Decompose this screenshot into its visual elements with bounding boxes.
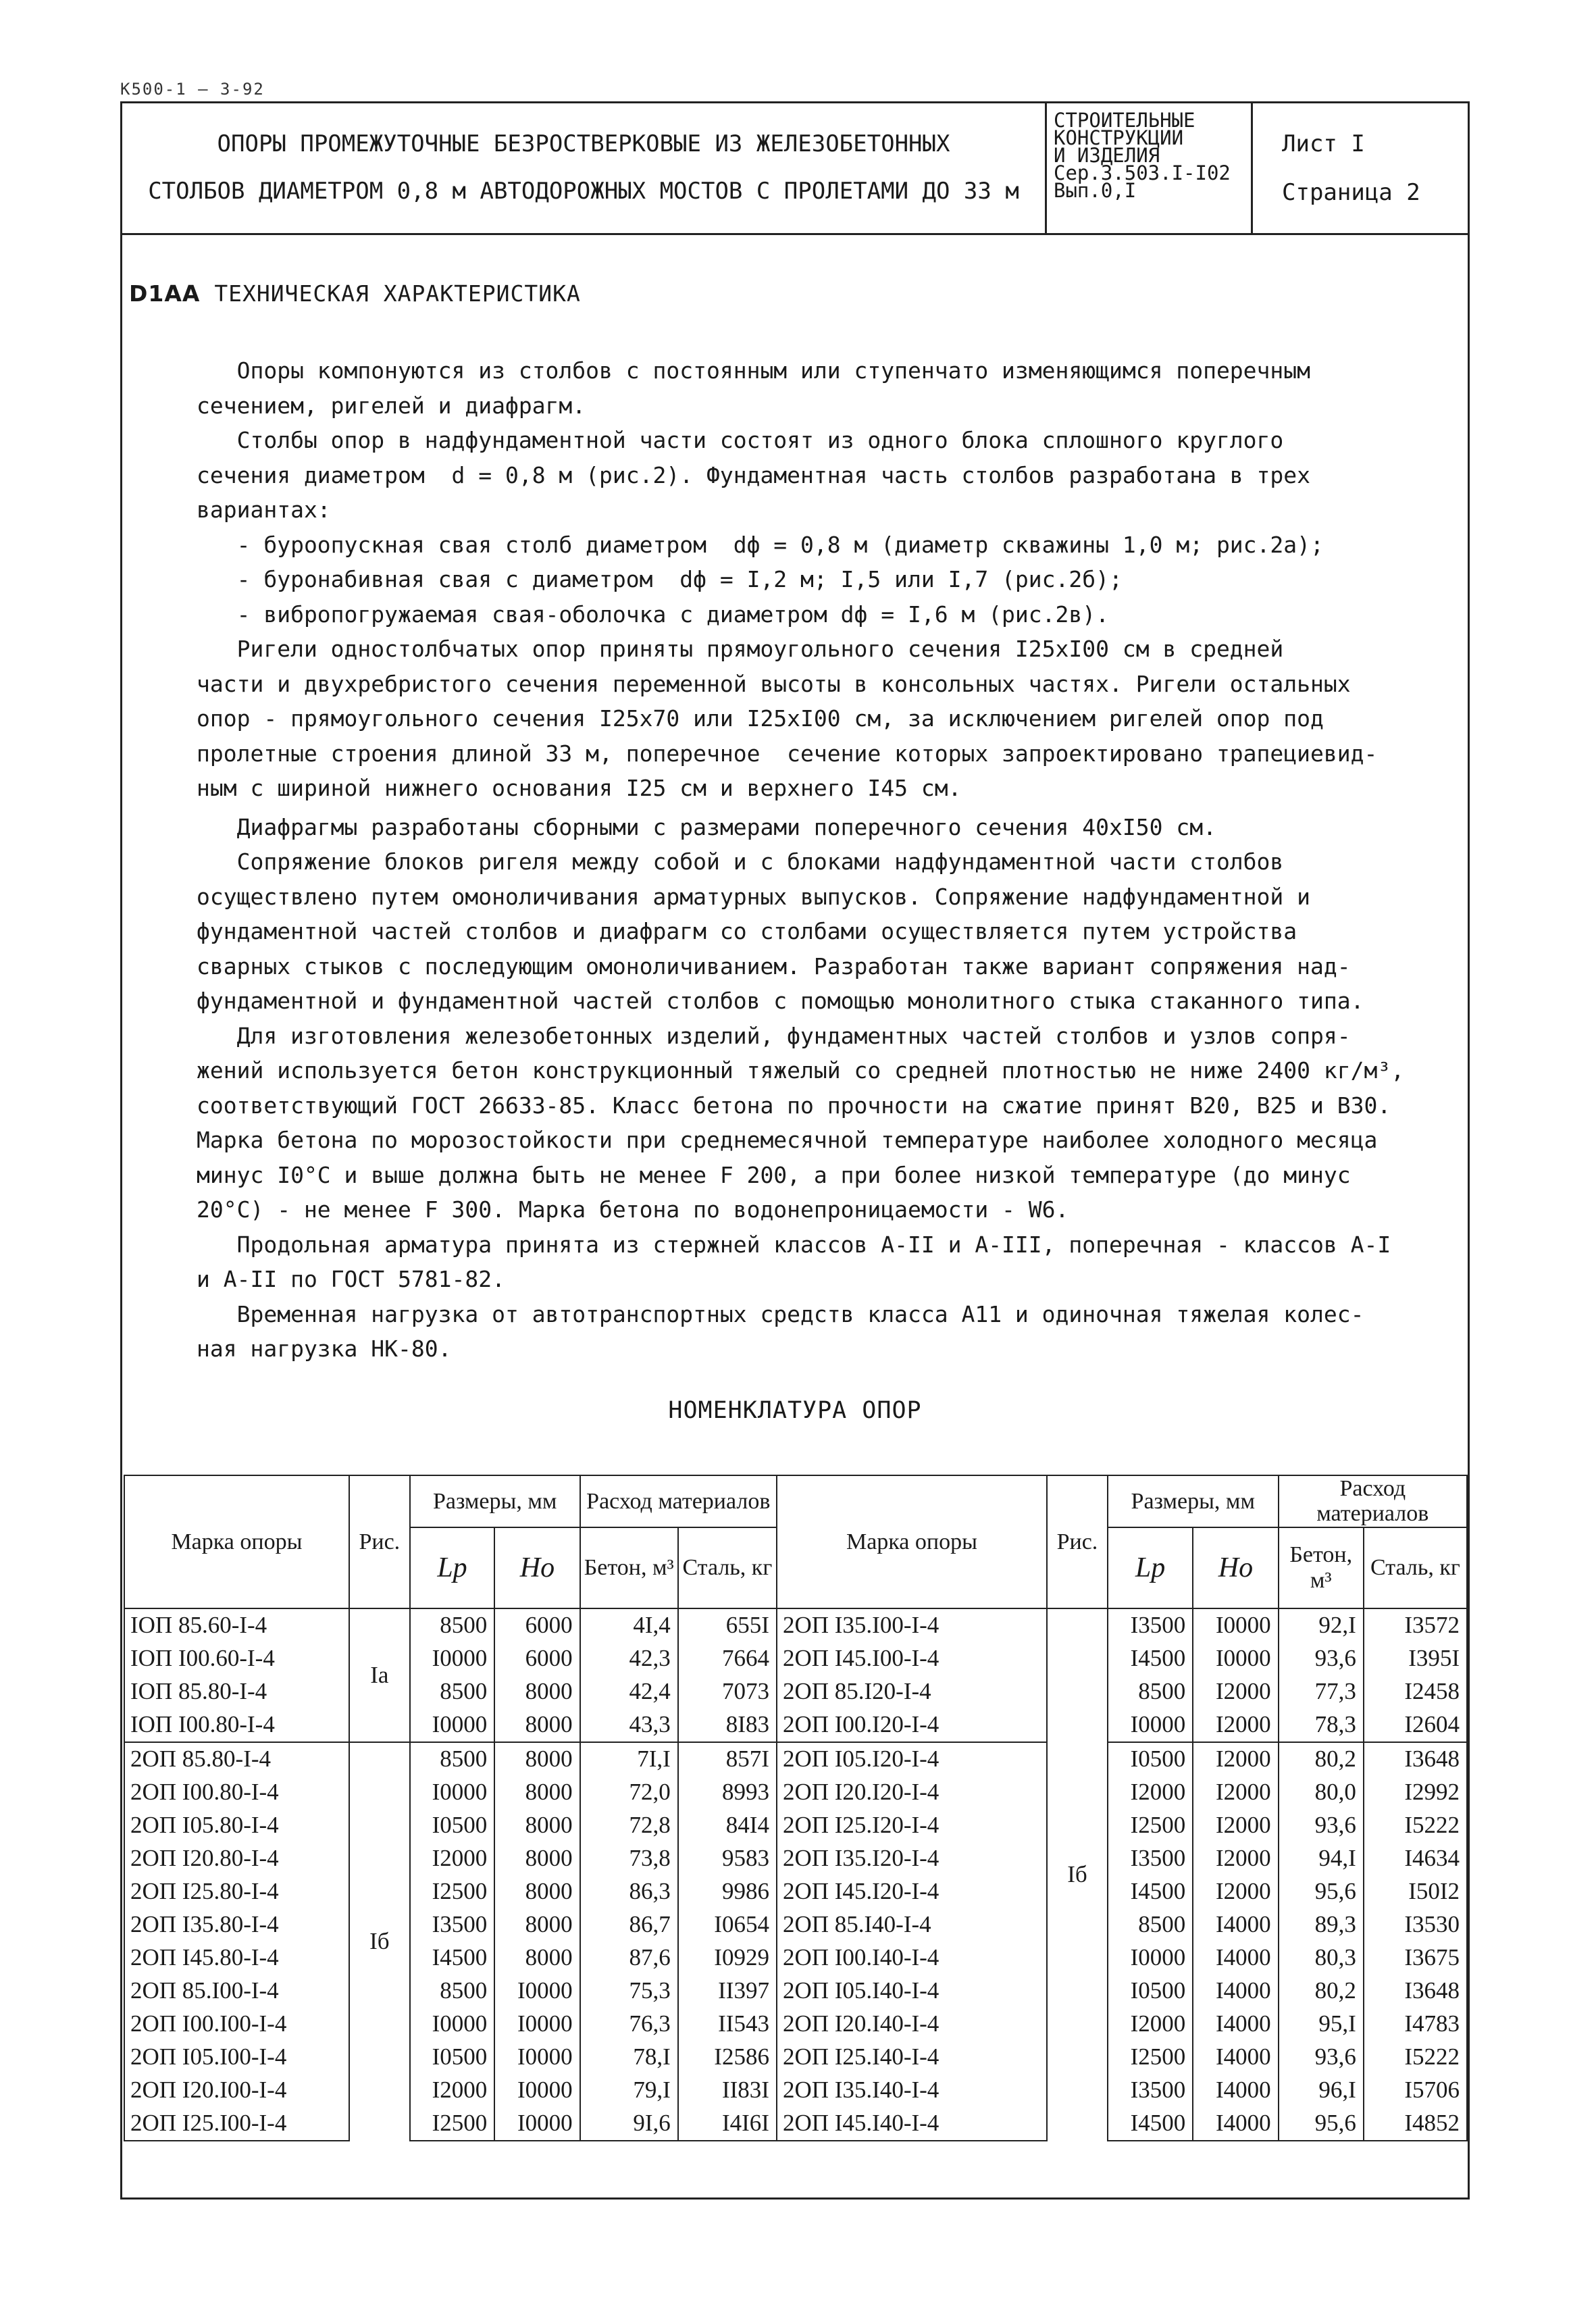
concrete-cell: 75,3 (580, 1975, 678, 2008)
mark-cell: 2ОП 85.I20-I-4 (777, 1675, 1047, 1708)
lp-cell: I0500 (410, 1809, 495, 1842)
body-line: Диафрагмы разработаны сборными с размерами поперечного сечения 40хI50 см. (197, 813, 1216, 840)
concrete-cell: 92,I (1279, 1608, 1364, 1642)
ho-cell: 6000 (494, 1642, 580, 1675)
ho-cell: I2000 (1193, 1842, 1278, 1875)
series-line: СТРОИТЕЛЬНЫЕ (1054, 109, 1195, 132)
mark-cell: 2ОП I00.I40-I-4 (777, 1941, 1047, 1975)
mark-cell: 2ОП I35.80-I-4 (124, 1908, 349, 1941)
lp-cell: I2000 (1108, 2008, 1193, 2041)
concrete-cell: 43,3 (580, 1708, 678, 1742)
steel-cell: I2458 (1364, 1675, 1467, 1708)
steel-cell: I2586 (678, 2041, 777, 2074)
ho-cell: I4000 (1193, 1908, 1278, 1941)
concrete-cell: 80,2 (1279, 1975, 1364, 2008)
header-mark: Марка опоры (124, 1475, 349, 1608)
steel-cell: 7073 (678, 1675, 777, 1708)
header-mark: Марка опоры (777, 1475, 1047, 1608)
lp-cell: I0500 (410, 2041, 495, 2074)
nomenclature-title: НОМЕНКЛАТУРА ОПОР (668, 1397, 922, 1424)
sheet-number: Лист I (1282, 130, 1365, 157)
document-code: К500-1 — 3-92 (120, 80, 265, 99)
mark-cell: 2ОП I25.I40-I-4 (777, 2041, 1047, 2074)
body-line: опор - прямоугольного сечения I25х70 или I25хI00 см, за исключением ригелей опор под (197, 705, 1324, 732)
concrete-cell: 72,8 (580, 1809, 678, 1842)
body-line: сечения диаметром d = 0,8 м (рис.2). Фундаментная часть столбов разработана в трех (197, 461, 1311, 488)
ho-cell: 8000 (494, 1675, 580, 1708)
concrete-cell: 95,6 (1279, 2107, 1364, 2141)
concrete-cell: 80,3 (1279, 1941, 1364, 1975)
body-line: минус I0°С и выше должна быть не менее F 200, а при более низкой температуре (до минус (197, 1161, 1351, 1188)
body-text (197, 353, 1466, 1367)
steel-cell: 857I (678, 1742, 777, 1776)
steel-cell: I0654 (678, 1908, 777, 1941)
table-row (124, 1809, 1467, 1842)
steel-cell: I4852 (1364, 2107, 1467, 2141)
series-line: КОНСТРУКЦИИ (1054, 126, 1184, 149)
steel-cell: I50I2 (1364, 1875, 1467, 1908)
lp-cell: I2500 (1108, 2041, 1193, 2074)
concrete-cell: 87,6 (580, 1941, 678, 1975)
mark-cell: IОП I00.80-I-4 (124, 1708, 349, 1742)
ho-cell: I0000 (1193, 1642, 1278, 1675)
concrete-cell: 93,6 (1279, 1642, 1364, 1675)
lp-cell: I0000 (1108, 1941, 1193, 1975)
ho-cell: 8000 (494, 1842, 580, 1875)
lp-cell: I2500 (1108, 1809, 1193, 1842)
ho-cell: I2000 (1193, 1675, 1278, 1708)
lp-cell: I0000 (410, 2008, 495, 2041)
steel-cell: I3572 (1364, 1608, 1467, 1642)
series-line: И ИЗДЕЛИЯ (1054, 144, 1160, 167)
issue-number: Вып.0,I (1054, 179, 1137, 202)
mark-cell: 2ОП I00.I20-I-4 (777, 1708, 1047, 1742)
table-row (124, 2008, 1467, 2041)
concrete-cell: 9I,6 (580, 2107, 678, 2141)
concrete-cell: 4I,4 (580, 1608, 678, 1642)
section-heading (129, 280, 581, 307)
lp-cell: I4500 (1108, 1875, 1193, 1908)
page-frame (120, 101, 1470, 2200)
header-ho: Hо (1193, 1527, 1278, 1608)
document-title (122, 103, 1047, 233)
lp-cell: I2000 (410, 2074, 495, 2107)
steel-cell: I2604 (1364, 1708, 1467, 1742)
body-line: фундаментной частей столбов и диафрагм со столбами осуществляется путем устройства (197, 918, 1297, 944)
ho-cell: I0000 (494, 2107, 580, 2141)
lp-cell: 8500 (1108, 1908, 1193, 1941)
steel-cell: 7664 (678, 1642, 777, 1675)
lp-cell: I2000 (410, 1842, 495, 1875)
mark-cell: 2ОП I35.I00-I-4 (777, 1608, 1047, 1642)
sheet-info (1255, 103, 1471, 233)
lp-cell: I0500 (1108, 1975, 1193, 2008)
header-concrete: Бетон, м³ (1279, 1527, 1364, 1608)
mark-cell: 2ОП I20.I40-I-4 (777, 2008, 1047, 2041)
body-line: - буронабивная свая с диаметром dф = I,2 м; I,5 или I,7 (рис.2б); (197, 566, 1123, 592)
ho-cell: I0000 (494, 2074, 580, 2107)
steel-cell: II543 (678, 2008, 777, 2041)
table-row (124, 1941, 1467, 1975)
concrete-cell: 96,I (1279, 2074, 1364, 2107)
concrete-cell: 89,3 (1279, 1908, 1364, 1941)
header-dims: Размеры, мм (410, 1475, 580, 1527)
mark-cell: 2ОП I35.I20-I-4 (777, 1842, 1047, 1875)
body-line: Опоры компонуются из столбов с постоянным или ступенчато изменяющимся поперечным (197, 357, 1311, 384)
mark-cell: 2ОП I00.I00-I-4 (124, 2008, 349, 2041)
mark-cell: 2ОП 85.I40-I-4 (777, 1908, 1047, 1941)
concrete-cell: 94,I (1279, 1842, 1364, 1875)
body-line: Сопряжение блоков ригеля между собой и с блоками надфундаментной части столбов (197, 848, 1284, 875)
body-line: жений используется бетон конструкционный тяжелый со средней плотностью не ниже 2400 кг/м³, (197, 1057, 1405, 1084)
steel-cell: I3530 (1364, 1908, 1467, 1941)
ho-cell: 6000 (494, 1608, 580, 1642)
table-row (124, 1908, 1467, 1941)
mark-cell: 2ОП 85.I00-I-4 (124, 1975, 349, 2008)
page-number: Страница 2 (1282, 179, 1420, 206)
body-line: Марка бетона по морозостойкости при среднемесячной температуре наиболее холодного месяца (197, 1127, 1378, 1153)
body-line: осуществлено путем омоноличивания арматурных выпусков. Сопряжение надфундаментной и (197, 883, 1311, 910)
concrete-cell: 93,6 (1279, 1809, 1364, 1842)
header-fig: Рис. (349, 1475, 410, 1608)
lp-cell: I3500 (410, 1908, 495, 1941)
lp-cell: 8500 (410, 1742, 495, 1776)
section-code: D1AA (129, 280, 201, 307)
ho-cell: 8000 (494, 1809, 580, 1842)
ho-cell: 8000 (494, 1908, 580, 1941)
lp-cell: I2500 (410, 1875, 495, 1908)
mark-cell: 2ОП I25.I20-I-4 (777, 1809, 1047, 1842)
ho-cell: I2000 (1193, 1875, 1278, 1908)
mark-cell: IОП 85.60-I-4 (124, 1608, 349, 1642)
steel-cell: 84I4 (678, 1809, 777, 1842)
lp-cell: I4500 (410, 1941, 495, 1975)
ho-cell: 8000 (494, 1742, 580, 1776)
steel-cell: I2992 (1364, 1776, 1467, 1809)
concrete-cell: 42,3 (580, 1642, 678, 1675)
lp-cell: I3500 (1108, 1842, 1193, 1875)
lp-cell: 8500 (410, 1975, 495, 2008)
title-block (122, 103, 1468, 235)
figure-cell: Iб (349, 1742, 410, 2141)
steel-cell: 8I83 (678, 1708, 777, 1742)
ho-cell: I4000 (1193, 1941, 1278, 1975)
header-dims: Размеры, мм (1108, 1475, 1279, 1527)
concrete-cell: 80,0 (1279, 1776, 1364, 1809)
ho-cell: I2000 (1193, 1742, 1278, 1776)
header-lp: Lр (1108, 1527, 1193, 1608)
concrete-cell: 78,I (580, 2041, 678, 2074)
table-row (124, 1708, 1467, 1742)
ho-cell: I2000 (1193, 1776, 1278, 1809)
body-line: фундаментной и фундаментной частей столбов с помощью монолитного стыка стаканного типа. (197, 988, 1364, 1014)
mark-cell: 2ОП I20.80-I-4 (124, 1842, 349, 1875)
mark-cell: 2ОП I05.I20-I-4 (777, 1742, 1047, 1776)
concrete-cell: 42,4 (580, 1675, 678, 1708)
body-line: соответствующий ГОСТ 26633-85. Класс бетона по прочности на сжатие принят В20, В25 и В30. (197, 1092, 1391, 1119)
lp-cell: I4500 (1108, 2107, 1193, 2141)
body-line: и А-II по ГОСТ 5781-82. (197, 1266, 505, 1292)
mark-cell: 2ОП I35.I40-I-4 (777, 2074, 1047, 2107)
concrete-cell: 78,3 (1279, 1708, 1364, 1742)
steel-cell: I4I6I (678, 2107, 777, 2141)
concrete-cell: 79,I (580, 2074, 678, 2107)
ho-cell: 8000 (494, 1708, 580, 1742)
ho-cell: I4000 (1193, 2041, 1278, 2074)
header-steel: Сталь, кг (678, 1527, 777, 1608)
body-line: Ригели одностолбчатых опор приняты прямоугольного сечения I25хI00 см в средней (197, 636, 1284, 662)
header-concrete: Бетон, м³ (580, 1527, 678, 1608)
body-line: Столбы опор в надфундаментной части состоят из одного блока сплошного круглого (197, 427, 1284, 453)
steel-cell: 655I (678, 1608, 777, 1642)
mark-cell: 2ОП 85.80-I-4 (124, 1742, 349, 1776)
steel-cell: I4783 (1364, 2008, 1467, 2041)
header-ho: Hо (494, 1527, 580, 1608)
header-lp: Lр (410, 1527, 495, 1608)
mark-cell: 2ОП I45.I00-I-4 (777, 1642, 1047, 1675)
mark-cell: IОП 85.80-I-4 (124, 1675, 349, 1708)
body-line: ным с шириной нижнего основания I25 см и верхнего I45 см. (197, 775, 962, 801)
figure-cell: Iа (349, 1608, 410, 1742)
steel-cell: I4634 (1364, 1842, 1467, 1875)
ho-cell: 8000 (494, 1776, 580, 1809)
mark-cell: 2ОП I20.I00-I-4 (124, 2074, 349, 2107)
concrete-cell: 72,0 (580, 1776, 678, 1809)
table-body (124, 1608, 1467, 2141)
steel-cell: 8993 (678, 1776, 777, 1809)
concrete-cell: 7I,I (580, 1742, 678, 1776)
lp-cell: 8500 (410, 1675, 495, 1708)
ho-cell: I2000 (1193, 1708, 1278, 1742)
table-row (124, 1742, 1467, 1776)
lp-cell: I2500 (410, 2107, 495, 2141)
figure-cell: Iб (1047, 1608, 1108, 2141)
mark-cell: IОП I00.60-I-4 (124, 1642, 349, 1675)
mark-cell: 2ОП I45.I40-I-4 (777, 2107, 1047, 2141)
lp-cell: 8500 (410, 1608, 495, 1642)
table-row (124, 1975, 1467, 2008)
steel-cell: II83I (678, 2074, 777, 2107)
lp-cell: I0500 (1108, 1742, 1193, 1776)
header-consumption: Расход материалов (1279, 1475, 1467, 1527)
title-line-2: СТОЛБОВ ДИАМЕТРОМ 0,8 м АВТОДОРОЖНЫХ МОСТОВ С ПРОЛЕТАМИ ДО 33 м (148, 178, 1019, 205)
steel-cell: I5222 (1364, 2041, 1467, 2074)
lp-cell: I2000 (1108, 1776, 1193, 1809)
mark-cell: 2ОП I45.I20-I-4 (777, 1875, 1047, 1908)
body-line: сварных стыков с последующим омоноличиванием. Разработан также вариант сопряжения над- (197, 952, 1351, 980)
section-title: ТЕХНИЧЕСКАЯ ХАРАКТЕРИСТИКА (214, 280, 581, 307)
table-row (124, 2107, 1467, 2141)
concrete-cell: 73,8 (580, 1842, 678, 1875)
table-row (124, 1776, 1467, 1809)
steel-cell: I3675 (1364, 1941, 1467, 1975)
lp-cell: I4500 (1108, 1642, 1193, 1675)
ho-cell: I4000 (1193, 2074, 1278, 2107)
lp-cell: I0000 (410, 1708, 495, 1742)
mark-cell: 2ОП I45.80-I-4 (124, 1941, 349, 1975)
ho-cell: I0000 (1193, 1608, 1278, 1642)
table-row (124, 1675, 1467, 1708)
mark-cell: 2ОП I25.I00-I-4 (124, 2107, 349, 2141)
steel-cell: II397 (678, 1975, 777, 2008)
steel-cell: 9986 (678, 1875, 777, 1908)
steel-cell: I3648 (1364, 1975, 1467, 2008)
header-steel: Сталь, кг (1364, 1527, 1467, 1608)
lp-cell: I0000 (1108, 1708, 1193, 1742)
table-row (124, 2074, 1467, 2107)
steel-cell: 9583 (678, 1842, 777, 1875)
ho-cell: I4000 (1193, 2107, 1278, 2141)
concrete-cell: 95,6 (1279, 1875, 1364, 1908)
concrete-cell: 95,I (1279, 2008, 1364, 2041)
table-row (124, 2041, 1467, 2074)
lp-cell: I3500 (1108, 1608, 1193, 1642)
lp-cell: I3500 (1108, 2074, 1193, 2107)
body-line: 20°С) - не менее F 300. Марка бетона по водонепроницаемости - W6. (197, 1196, 1069, 1223)
concrete-cell: 86,3 (580, 1875, 678, 1908)
body-line: Для изготовления железобетонных изделий, фундаментных частей столбов и узлов сопря- (197, 1022, 1351, 1049)
title-line-1: ОПОРЫ ПРОМЕЖУТОЧНЫЕ БЕЗРОСТВЕРКОВЫЕ ИЗ ЖЕЛЕЗОБЕТОННЫХ (217, 130, 950, 157)
mark-cell: 2ОП I05.I40-I-4 (777, 1975, 1047, 2008)
table-row (124, 1642, 1467, 1675)
steel-cell: I3648 (1364, 1742, 1467, 1776)
ho-cell: I4000 (1193, 1975, 1278, 2008)
body-line: части и двухребристого сечения переменной высоты в консольных частях. Ригели остальных (197, 670, 1351, 697)
header-consumption: Расход материалов (580, 1475, 777, 1527)
body-line: Временная нагрузка от автотранспортных средств класса А11 и одиночная тяжелая колес- (197, 1300, 1364, 1327)
lp-cell: 8500 (1108, 1675, 1193, 1708)
body-line: Продольная арматура принята из стержней классов А-II и А-III, поперечная - классов А-I (197, 1231, 1391, 1258)
series-number: Сер.3.503.I-I02 (1054, 161, 1231, 184)
lp-cell: I0000 (410, 1776, 495, 1809)
ho-cell: I2000 (1193, 1809, 1278, 1842)
header-fig: Рис. (1047, 1475, 1108, 1608)
ho-cell: I0000 (494, 2041, 580, 2074)
concrete-cell: 77,3 (1279, 1675, 1364, 1708)
table-row (124, 1842, 1467, 1875)
mark-cell: 2ОП I05.I00-I-4 (124, 2041, 349, 2074)
body-line: пролетные строения длиной 33 м, поперечное сечение которых запроектировано трапециевид- (197, 740, 1378, 767)
concrete-cell: 76,3 (580, 2008, 678, 2041)
concrete-cell: 86,7 (580, 1908, 678, 1941)
concrete-cell: 93,6 (1279, 2041, 1364, 2074)
mark-cell: 2ОП I05.80-I-4 (124, 1809, 349, 1842)
steel-cell: I5222 (1364, 1809, 1467, 1842)
table-row (124, 1875, 1467, 1908)
ho-cell: 8000 (494, 1941, 580, 1975)
lp-cell: I0000 (410, 1642, 495, 1675)
ho-cell: I0000 (494, 2008, 580, 2041)
body-line: ная нагрузка НК-80. (197, 1336, 452, 1362)
body-line: вариантах: (197, 497, 331, 523)
ho-cell: I4000 (1193, 2008, 1278, 2041)
mark-cell: 2ОП I25.80-I-4 (124, 1875, 349, 1908)
body-line: сечением, ригелей и диафрагм. (197, 392, 586, 419)
ho-cell: 8000 (494, 1875, 580, 1908)
mark-cell: 2ОП I20.I20-I-4 (777, 1776, 1047, 1809)
steel-cell: I0929 (678, 1941, 777, 1975)
nomenclature-table (124, 1475, 1468, 2141)
ho-cell: I0000 (494, 1975, 580, 2008)
mark-cell: 2ОП I00.80-I-4 (124, 1776, 349, 1809)
series-info (1047, 103, 1253, 233)
table-row (124, 1608, 1467, 1642)
body-line: - вибропогружаемая свая-оболочка с диаметром dф = I,6 м (рис.2в). (197, 601, 1110, 628)
body-line: - буроопускная свая столб диаметром dф = 0,8 м (диаметр скважины 1,0 м; рис.2а); (197, 531, 1324, 558)
steel-cell: I5706 (1364, 2074, 1467, 2107)
concrete-cell: 80,2 (1279, 1742, 1364, 1776)
steel-cell: I395I (1364, 1642, 1467, 1675)
